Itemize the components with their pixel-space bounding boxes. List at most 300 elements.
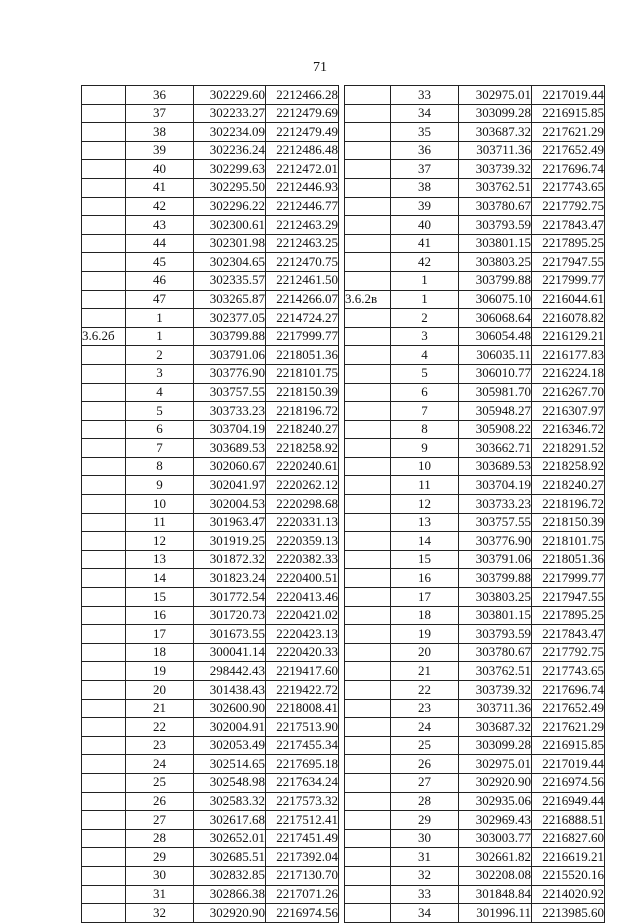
point-number-cell: 40 <box>391 216 459 235</box>
y-coordinate-cell: 2217513.90 <box>266 718 339 737</box>
x-coordinate-cell: 303757.55 <box>194 383 266 402</box>
x-coordinate-cell: 306035.11 <box>459 346 532 365</box>
table-row <box>82 271 339 290</box>
table-row <box>82 885 339 904</box>
y-coordinate-cell: 2218240.27 <box>532 476 605 495</box>
point-number-cell: 27 <box>126 811 194 830</box>
y-coordinate-cell: 2216129.21 <box>532 327 605 346</box>
table-row <box>82 699 339 718</box>
table-row <box>345 104 605 123</box>
section-cell <box>345 588 391 607</box>
x-coordinate-cell: 302234.09 <box>194 123 266 142</box>
x-coordinate-cell: 303733.23 <box>194 402 266 421</box>
y-coordinate-cell: 2212446.93 <box>266 178 339 197</box>
x-coordinate-cell: 303099.28 <box>459 104 532 123</box>
table-row <box>345 550 605 569</box>
table-row <box>345 197 605 216</box>
table-row <box>82 476 339 495</box>
table-row <box>345 271 605 290</box>
point-number-cell: 4 <box>126 383 194 402</box>
point-number-cell: 36 <box>126 86 194 105</box>
point-number-cell: 14 <box>391 532 459 551</box>
section-cell <box>82 439 126 458</box>
table-row <box>82 532 339 551</box>
table-row <box>345 346 605 365</box>
page-number: 71 <box>313 60 327 75</box>
y-coordinate-cell: 2212486.48 <box>266 141 339 160</box>
point-number-cell: 37 <box>391 160 459 179</box>
y-coordinate-cell: 2217634.24 <box>266 773 339 792</box>
y-coordinate-cell: 2220421.02 <box>266 606 339 625</box>
point-number-cell: 44 <box>126 234 194 253</box>
x-coordinate-cell: 300041.14 <box>194 643 266 662</box>
y-coordinate-cell: 2213985.60 <box>532 904 605 923</box>
section-cell <box>345 178 391 197</box>
y-coordinate-cell: 2217895.25 <box>532 234 605 253</box>
table-row <box>82 848 339 867</box>
table-row <box>82 513 339 532</box>
x-coordinate-cell: 303689.53 <box>194 439 266 458</box>
y-coordinate-cell: 2217130.70 <box>266 866 339 885</box>
y-coordinate-cell: 2217392.04 <box>266 848 339 867</box>
table-row <box>82 141 339 160</box>
x-coordinate-cell: 303733.23 <box>459 495 532 514</box>
point-number-cell: 6 <box>391 383 459 402</box>
x-coordinate-cell: 302299.63 <box>194 160 266 179</box>
table-row <box>345 569 605 588</box>
point-number-cell: 20 <box>126 681 194 700</box>
table-row <box>345 86 605 105</box>
section-cell <box>82 86 126 105</box>
y-coordinate-cell: 2216915.85 <box>532 736 605 755</box>
y-coordinate-cell: 2220382.33 <box>266 550 339 569</box>
section-cell <box>82 253 126 272</box>
x-coordinate-cell: 302004.53 <box>194 495 266 514</box>
y-coordinate-cell: 2218150.39 <box>532 513 605 532</box>
y-coordinate-cell: 2216888.51 <box>532 811 605 830</box>
section-cell <box>82 495 126 514</box>
table-row <box>82 495 339 514</box>
x-coordinate-cell: 303711.36 <box>459 141 532 160</box>
point-number-cell: 14 <box>126 569 194 588</box>
x-coordinate-cell: 303791.06 <box>194 346 266 365</box>
x-coordinate-cell: 302300.61 <box>194 216 266 235</box>
x-coordinate-cell: 302377.05 <box>194 309 266 328</box>
table-row <box>82 681 339 700</box>
section-cell <box>345 141 391 160</box>
section-cell <box>345 532 391 551</box>
point-number-cell: 4 <box>391 346 459 365</box>
section-cell <box>345 718 391 737</box>
y-coordinate-cell: 2216078.82 <box>532 309 605 328</box>
point-number-cell: 22 <box>126 718 194 737</box>
x-coordinate-cell: 305948.27 <box>459 402 532 421</box>
y-coordinate-cell: 2212463.25 <box>266 234 339 253</box>
section-cell <box>82 346 126 365</box>
table-row <box>345 141 605 160</box>
point-number-cell: 7 <box>391 402 459 421</box>
section-cell <box>82 681 126 700</box>
point-number-cell: 8 <box>126 457 194 476</box>
section-cell <box>345 104 391 123</box>
point-number-cell: 2 <box>391 309 459 328</box>
section-cell <box>82 271 126 290</box>
table-row <box>82 550 339 569</box>
x-coordinate-cell: 302233.27 <box>194 104 266 123</box>
section-cell <box>345 234 391 253</box>
point-number-cell: 18 <box>391 606 459 625</box>
x-coordinate-cell: 302301.98 <box>194 234 266 253</box>
table-row <box>82 86 339 105</box>
x-coordinate-cell: 302548.98 <box>194 773 266 792</box>
table-row <box>345 364 605 383</box>
y-coordinate-cell: 2212479.49 <box>266 123 339 142</box>
point-number-cell: 11 <box>391 476 459 495</box>
section-cell <box>82 513 126 532</box>
point-number-cell: 43 <box>126 216 194 235</box>
y-coordinate-cell: 2216974.56 <box>532 773 605 792</box>
y-coordinate-cell: 2217999.77 <box>266 327 339 346</box>
section-cell <box>345 476 391 495</box>
y-coordinate-cell: 2220331.13 <box>266 513 339 532</box>
section-cell <box>82 643 126 662</box>
point-number-cell: 16 <box>391 569 459 588</box>
y-coordinate-cell: 2220262.12 <box>266 476 339 495</box>
x-coordinate-cell: 303803.25 <box>459 253 532 272</box>
point-number-cell: 20 <box>391 643 459 662</box>
point-number-cell: 39 <box>126 141 194 160</box>
y-coordinate-cell: 2217792.75 <box>532 197 605 216</box>
point-number-cell: 28 <box>391 792 459 811</box>
section-cell <box>345 773 391 792</box>
table-row <box>82 457 339 476</box>
section-cell <box>82 476 126 495</box>
point-number-cell: 12 <box>391 495 459 514</box>
x-coordinate-cell: 303689.53 <box>459 457 532 476</box>
point-number-cell: 1 <box>391 290 459 309</box>
section-cell <box>82 811 126 830</box>
x-coordinate-cell: 303793.59 <box>459 625 532 644</box>
point-number-cell: 9 <box>126 476 194 495</box>
x-coordinate-cell: 303711.36 <box>459 699 532 718</box>
point-number-cell: 29 <box>391 811 459 830</box>
point-number-cell: 32 <box>391 866 459 885</box>
x-coordinate-cell: 303799.88 <box>459 569 532 588</box>
point-number-cell: 5 <box>126 402 194 421</box>
x-coordinate-cell: 302304.65 <box>194 253 266 272</box>
table-row <box>82 364 339 383</box>
table-row <box>345 588 605 607</box>
x-coordinate-cell: 303003.77 <box>459 829 532 848</box>
y-coordinate-cell: 2216044.61 <box>532 290 605 309</box>
section-cell <box>82 829 126 848</box>
table-row <box>82 104 339 123</box>
point-number-cell: 18 <box>126 643 194 662</box>
y-coordinate-cell: 2217999.77 <box>532 271 605 290</box>
point-number-cell: 39 <box>391 197 459 216</box>
y-coordinate-cell: 2216307.97 <box>532 402 605 421</box>
y-coordinate-cell: 2219417.60 <box>266 662 339 681</box>
x-coordinate-cell: 302975.01 <box>459 86 532 105</box>
x-coordinate-cell: 303762.51 <box>459 662 532 681</box>
table-row <box>345 681 605 700</box>
table-row <box>345 532 605 551</box>
table-row <box>82 755 339 774</box>
x-coordinate-cell: 303762.51 <box>459 178 532 197</box>
y-coordinate-cell: 2217843.47 <box>532 216 605 235</box>
section-cell <box>82 662 126 681</box>
x-coordinate-cell: 301919.25 <box>194 532 266 551</box>
y-coordinate-cell: 2218150.39 <box>266 383 339 402</box>
table-row <box>345 439 605 458</box>
section-cell <box>82 160 126 179</box>
y-coordinate-cell: 2217652.49 <box>532 699 605 718</box>
section-cell <box>345 495 391 514</box>
point-number-cell: 33 <box>391 885 459 904</box>
section-cell <box>82 420 126 439</box>
x-coordinate-cell: 303757.55 <box>459 513 532 532</box>
y-coordinate-cell: 2218258.92 <box>532 457 605 476</box>
section-cell <box>82 885 126 904</box>
y-coordinate-cell: 2212479.69 <box>266 104 339 123</box>
table-row <box>345 662 605 681</box>
x-coordinate-cell: 302832.85 <box>194 866 266 885</box>
point-number-cell: 11 <box>126 513 194 532</box>
table-row <box>82 420 339 439</box>
table-row <box>82 662 339 681</box>
x-coordinate-cell: 302661.82 <box>459 848 532 867</box>
y-coordinate-cell: 2217621.29 <box>532 123 605 142</box>
point-number-cell: 24 <box>391 718 459 737</box>
table-row <box>345 309 605 328</box>
x-coordinate-cell: 303739.32 <box>459 160 532 179</box>
y-coordinate-cell: 2220420.33 <box>266 643 339 662</box>
x-coordinate-cell: 302935.06 <box>459 792 532 811</box>
section-cell <box>82 104 126 123</box>
table-row <box>345 513 605 532</box>
section-cell <box>345 736 391 755</box>
y-coordinate-cell: 2216949.44 <box>532 792 605 811</box>
x-coordinate-cell: 306068.64 <box>459 309 532 328</box>
point-number-cell: 29 <box>126 848 194 867</box>
section-cell <box>345 420 391 439</box>
table-row <box>82 736 339 755</box>
table-row <box>345 848 605 867</box>
table-row <box>345 792 605 811</box>
y-coordinate-cell: 2217743.65 <box>532 662 605 681</box>
y-coordinate-cell: 2217019.44 <box>532 86 605 105</box>
y-coordinate-cell: 2216827.60 <box>532 829 605 848</box>
section-cell <box>345 681 391 700</box>
table-row <box>345 253 605 272</box>
y-coordinate-cell: 2217843.47 <box>532 625 605 644</box>
x-coordinate-cell: 303776.90 <box>194 364 266 383</box>
x-coordinate-cell: 302296.22 <box>194 197 266 216</box>
table-row <box>345 718 605 737</box>
y-coordinate-cell: 2217451.49 <box>266 829 339 848</box>
section-cell <box>82 792 126 811</box>
x-coordinate-cell: 302208.08 <box>459 866 532 885</box>
table-row <box>345 420 605 439</box>
table-row <box>82 811 339 830</box>
y-coordinate-cell: 2212461.50 <box>266 271 339 290</box>
x-coordinate-cell: 301872.32 <box>194 550 266 569</box>
table-row <box>345 755 605 774</box>
y-coordinate-cell: 2219422.72 <box>266 681 339 700</box>
x-coordinate-cell: 301963.47 <box>194 513 266 532</box>
y-coordinate-cell: 2217512.41 <box>266 811 339 830</box>
point-number-cell: 38 <box>126 123 194 142</box>
table-row <box>345 457 605 476</box>
point-number-cell: 10 <box>391 457 459 476</box>
table-row <box>345 643 605 662</box>
y-coordinate-cell: 2220400.51 <box>266 569 339 588</box>
point-number-cell: 13 <box>391 513 459 532</box>
section-cell <box>345 625 391 644</box>
y-coordinate-cell: 2217695.18 <box>266 755 339 774</box>
section-cell: 3.6.2б <box>82 327 126 346</box>
point-number-cell: 31 <box>126 885 194 904</box>
table-row <box>82 439 339 458</box>
x-coordinate-cell: 303799.88 <box>194 327 266 346</box>
section-cell <box>345 699 391 718</box>
point-number-cell: 10 <box>126 495 194 514</box>
section-cell <box>82 550 126 569</box>
table-row <box>82 606 339 625</box>
table-row <box>345 866 605 885</box>
y-coordinate-cell: 2214020.92 <box>532 885 605 904</box>
point-number-cell: 26 <box>126 792 194 811</box>
x-coordinate-cell: 302004.91 <box>194 718 266 737</box>
section-cell <box>82 383 126 402</box>
x-coordinate-cell: 303803.25 <box>459 588 532 607</box>
coordinates-table-left <box>81 85 339 923</box>
y-coordinate-cell: 2216267.70 <box>532 383 605 402</box>
y-coordinate-cell: 2220423.13 <box>266 625 339 644</box>
x-coordinate-cell: 303791.06 <box>459 550 532 569</box>
table-row <box>82 197 339 216</box>
section-cell <box>345 755 391 774</box>
section-cell <box>345 848 391 867</box>
x-coordinate-cell: 301823.24 <box>194 569 266 588</box>
section-cell <box>345 346 391 365</box>
x-coordinate-cell: 303801.15 <box>459 606 532 625</box>
point-number-cell: 15 <box>391 550 459 569</box>
section-cell <box>345 271 391 290</box>
section-cell <box>345 569 391 588</box>
point-number-cell: 6 <box>126 420 194 439</box>
y-coordinate-cell: 2214724.27 <box>266 309 339 328</box>
point-number-cell: 16 <box>126 606 194 625</box>
x-coordinate-cell: 302652.01 <box>194 829 266 848</box>
y-coordinate-cell: 2212472.01 <box>266 160 339 179</box>
section-cell <box>82 216 126 235</box>
point-number-cell: 25 <box>126 773 194 792</box>
x-coordinate-cell: 302060.67 <box>194 457 266 476</box>
point-number-cell: 3 <box>391 327 459 346</box>
y-coordinate-cell: 2217455.34 <box>266 736 339 755</box>
point-number-cell: 8 <box>391 420 459 439</box>
table-row <box>345 216 605 235</box>
y-coordinate-cell: 2216915.85 <box>532 104 605 123</box>
point-number-cell: 2 <box>126 346 194 365</box>
y-coordinate-cell: 2214266.07 <box>266 290 339 309</box>
table-row <box>82 253 339 272</box>
point-number-cell: 23 <box>391 699 459 718</box>
section-cell <box>82 848 126 867</box>
table-row <box>82 773 339 792</box>
section-cell <box>82 532 126 551</box>
y-coordinate-cell: 2217999.77 <box>532 569 605 588</box>
y-coordinate-cell: 2217696.74 <box>532 160 605 179</box>
point-number-cell: 12 <box>126 532 194 551</box>
table-row <box>82 309 339 328</box>
y-coordinate-cell: 2217947.55 <box>532 588 605 607</box>
point-number-cell: 30 <box>126 866 194 885</box>
section-cell <box>345 662 391 681</box>
table-row <box>82 346 339 365</box>
section-cell <box>82 588 126 607</box>
table-row <box>82 792 339 811</box>
point-number-cell: 1 <box>126 309 194 328</box>
x-coordinate-cell: 301996.11 <box>459 904 532 923</box>
table-row <box>345 495 605 514</box>
x-coordinate-cell: 302920.90 <box>459 773 532 792</box>
table-row <box>345 290 605 309</box>
x-coordinate-cell: 302975.01 <box>459 755 532 774</box>
table-row <box>82 829 339 848</box>
point-number-cell: 30 <box>391 829 459 848</box>
x-coordinate-cell: 306075.10 <box>459 290 532 309</box>
y-coordinate-cell: 2220413.46 <box>266 588 339 607</box>
table-row <box>82 904 339 923</box>
section-cell <box>345 123 391 142</box>
x-coordinate-cell: 302866.38 <box>194 885 266 904</box>
table-row <box>345 178 605 197</box>
x-coordinate-cell: 302600.90 <box>194 699 266 718</box>
table-row <box>345 811 605 830</box>
y-coordinate-cell: 2217573.32 <box>266 792 339 811</box>
x-coordinate-cell: 303704.19 <box>459 476 532 495</box>
table-row <box>345 402 605 421</box>
section-cell <box>345 457 391 476</box>
x-coordinate-cell: 302685.51 <box>194 848 266 867</box>
x-coordinate-cell: 302236.24 <box>194 141 266 160</box>
x-coordinate-cell: 306054.48 <box>459 327 532 346</box>
y-coordinate-cell: 2218196.72 <box>532 495 605 514</box>
section-cell <box>82 699 126 718</box>
y-coordinate-cell: 2218196.72 <box>266 402 339 421</box>
x-coordinate-cell: 303799.88 <box>459 271 532 290</box>
table-row <box>345 829 605 848</box>
point-number-cell: 40 <box>126 160 194 179</box>
point-number-cell: 5 <box>391 364 459 383</box>
section-cell <box>82 904 126 923</box>
point-number-cell: 9 <box>391 439 459 458</box>
point-number-cell: 3 <box>126 364 194 383</box>
x-coordinate-cell: 303780.67 <box>459 197 532 216</box>
y-coordinate-cell: 2217071.26 <box>266 885 339 904</box>
section-cell <box>82 290 126 309</box>
point-number-cell: 46 <box>126 271 194 290</box>
point-number-cell: 36 <box>391 141 459 160</box>
table-row <box>345 736 605 755</box>
y-coordinate-cell: 2215520.16 <box>532 866 605 885</box>
table-row <box>82 178 339 197</box>
x-coordinate-cell: 303662.71 <box>459 439 532 458</box>
y-coordinate-cell: 2218008.41 <box>266 699 339 718</box>
x-coordinate-cell: 303687.32 <box>459 123 532 142</box>
